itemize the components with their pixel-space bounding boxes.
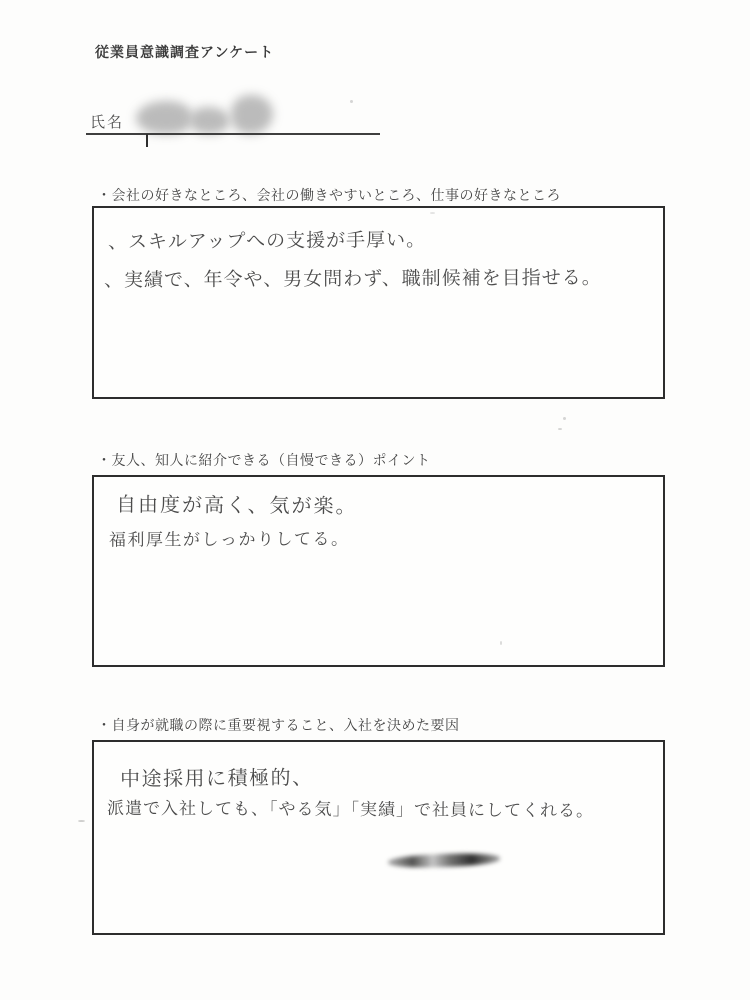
redacted-name-blur <box>231 95 273 134</box>
question-2-label: ・友人、知人に紹介できる（自慢できる）ポイント <box>97 453 431 469</box>
handwritten-answer-line: 、スキルアップへの支援が手厚い。 <box>107 228 427 254</box>
scan-speck <box>430 212 435 214</box>
scan-speck <box>558 428 562 430</box>
redacted-name-blur <box>190 107 230 134</box>
name-field-label: 氏名 <box>90 113 125 131</box>
redacted-name-blur <box>136 101 192 134</box>
handwritten-answer-line: 派遣で入社しても、「やる気」「実績」で社員にしてくれる。 <box>106 798 595 822</box>
handwritten-answer-line: 中途採用に積極的、 <box>119 765 314 791</box>
scan-speck <box>500 641 502 645</box>
handwritten-answer-line: 自由度が高く、気が楽。 <box>115 492 358 518</box>
question-3-label: ・自身が就職の際に重要視すること、入社を決めた要因 <box>97 718 460 734</box>
page-title: 従業員意識調査アンケート <box>95 45 275 61</box>
scan-speck <box>78 820 85 822</box>
answer-box-1 <box>92 206 665 399</box>
handwritten-answer-line: 福利厚生がしっかりしてる。 <box>108 529 350 551</box>
handwritten-answer-line: 、実績で、年令や、男女問わず、職制候補を目指せる。 <box>103 266 602 292</box>
redacted-scribble-blur <box>388 852 500 869</box>
name-underline <box>86 133 380 135</box>
question-1-label: ・会社の好きなところ、会社の働きやすいところ、仕事の好きなところ <box>97 188 561 204</box>
answer-box-2 <box>92 475 665 667</box>
answer-box-3 <box>92 740 665 935</box>
scan-speck <box>563 417 566 420</box>
scan-speck <box>350 100 353 103</box>
name-underline-tick <box>146 134 148 147</box>
